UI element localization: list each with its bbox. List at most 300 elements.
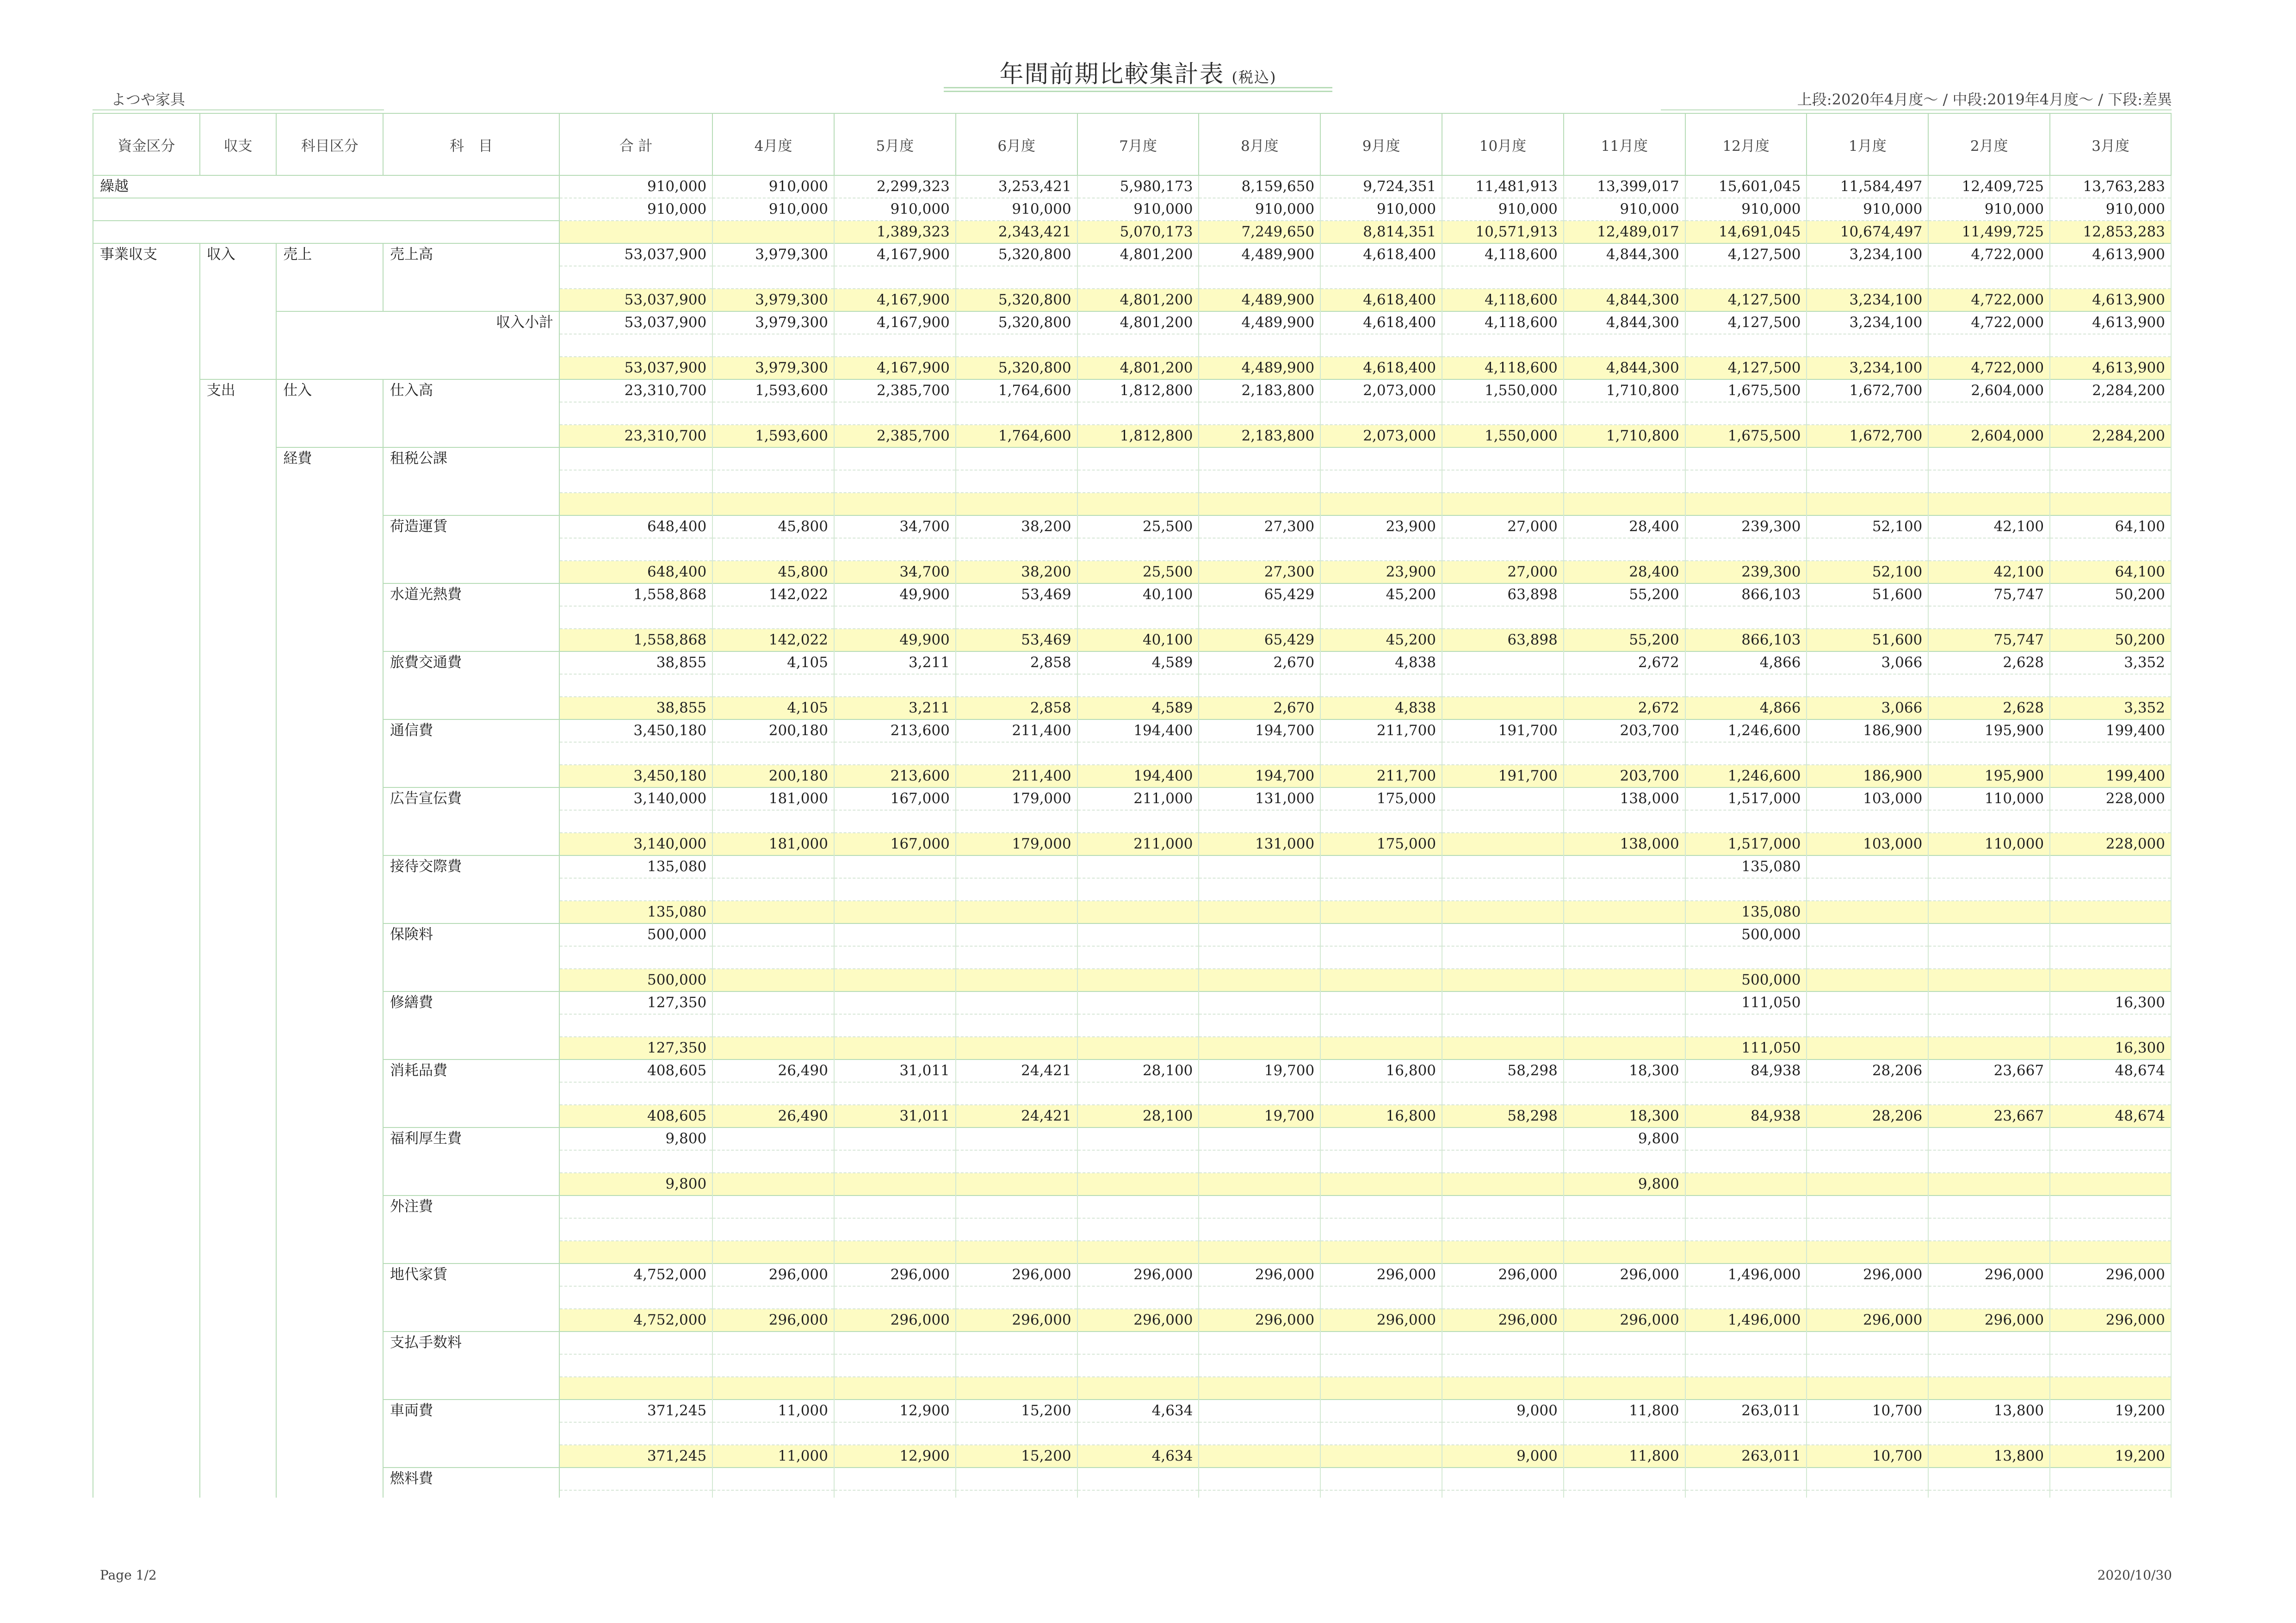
total-value: 3,450,180 (559, 719, 712, 742)
month-value: 866,103 (1685, 583, 1807, 606)
total-value (559, 1082, 712, 1105)
month-value: 296,000 (1564, 1264, 1685, 1286)
month-value (1928, 470, 2050, 493)
month-value: 138,000 (1564, 787, 1685, 810)
month-value: 38,200 (956, 561, 1077, 583)
account-name (383, 1014, 559, 1037)
month-value: 110,000 (1928, 833, 2050, 855)
month-value: 211,000 (1077, 833, 1199, 855)
month-value: 2,385,700 (834, 425, 956, 447)
month-value (1320, 1241, 1442, 1264)
header-account: 科 目 (383, 113, 559, 175)
month-value: 28,400 (1564, 515, 1685, 538)
month-value: 142,022 (712, 583, 834, 606)
month-value (1807, 1173, 1928, 1196)
table-row (93, 1127, 2171, 1150)
month-value: 4,866 (1685, 651, 1807, 674)
month-value (1320, 1127, 1442, 1150)
month-value (1077, 969, 1199, 991)
month-value: 64,100 (2050, 561, 2171, 583)
account-name: 消耗品費 (383, 1059, 559, 1082)
account-name: 接待交際費 (383, 855, 559, 878)
income-expense-cell (200, 878, 277, 901)
account-category-cell (276, 493, 383, 515)
month-value: 4,589 (1077, 651, 1199, 674)
month-value: 45,800 (712, 561, 834, 583)
table-row (93, 991, 2171, 1014)
income-expense-cell (200, 697, 277, 719)
month-value: 13,800 (1928, 1400, 2050, 1422)
month-value (1928, 493, 2050, 515)
month-value (1077, 1241, 1199, 1264)
table-row (93, 674, 2171, 697)
total-value: 53,037,900 (559, 311, 712, 334)
month-value (1077, 674, 1199, 697)
month-value: 296,000 (1807, 1264, 1928, 1286)
account-category-cell (276, 674, 383, 697)
month-value (1685, 538, 1807, 561)
month-value (2050, 334, 2171, 357)
month-value (2050, 878, 2171, 901)
month-value (956, 855, 1077, 878)
table-row (93, 1105, 2171, 1127)
account-category-cell (276, 538, 383, 561)
month-value (1320, 991, 1442, 1014)
month-value (956, 493, 1077, 515)
month-value: 4,844,300 (1564, 289, 1685, 311)
month-value: 296,000 (1320, 1309, 1442, 1332)
table-row (93, 1014, 2171, 1037)
month-value (1928, 969, 2050, 991)
month-value: 296,000 (1807, 1309, 1928, 1332)
month-value (1199, 1332, 1320, 1354)
month-value: 4,618,400 (1320, 311, 1442, 334)
month-value (1320, 742, 1442, 765)
month-value (1807, 1082, 1928, 1105)
month-value (1199, 538, 1320, 561)
account-category-cell (276, 1309, 383, 1332)
month-value: 27,300 (1199, 515, 1320, 538)
month-value: 11,800 (1564, 1445, 1685, 1468)
month-value: 910,000 (1199, 198, 1320, 221)
account-category-cell (276, 810, 383, 833)
month-value: 4,167,900 (834, 243, 956, 266)
account-category-cell (276, 470, 383, 493)
fund-category-cell (93, 1173, 200, 1196)
month-value (2050, 901, 2171, 923)
month-value (1320, 470, 1442, 493)
month-value: 296,000 (834, 1309, 956, 1332)
month-value: 3,234,100 (1807, 243, 1928, 266)
month-value (2050, 266, 2171, 289)
month-value (834, 878, 956, 901)
total-value (559, 1241, 712, 1264)
account-name (383, 1082, 559, 1105)
table-row (93, 1490, 2171, 1498)
period-legend: 上段:2020年4月度～ / 中段:2019年4月度～ / 下段:差異 (1797, 91, 2172, 108)
month-value: 52,100 (1807, 561, 1928, 583)
month-value (1199, 1241, 1320, 1264)
month-value (1077, 266, 1199, 289)
month-value (2050, 674, 2171, 697)
month-value: 1,389,323 (834, 221, 956, 243)
table-row (93, 1173, 2171, 1196)
total-value (559, 1150, 712, 1173)
account-name: 売上高 (383, 243, 559, 266)
income-expense-cell: 収入 (200, 243, 277, 266)
title-underline (944, 87, 1332, 88)
month-value (1199, 470, 1320, 493)
month-value (956, 901, 1077, 923)
month-value (712, 969, 834, 991)
company-underline (93, 109, 384, 111)
income-expense-cell (200, 1264, 277, 1286)
month-value (1807, 901, 1928, 923)
month-value: 1,675,500 (1685, 379, 1807, 402)
table-row (93, 629, 2171, 651)
month-value (712, 1490, 834, 1498)
month-value: 2,628 (1928, 651, 2050, 674)
account-category-cell (276, 425, 383, 447)
month-value: 8,814,351 (1320, 221, 1442, 243)
month-value: 4,167,900 (834, 357, 956, 379)
header-total: 合 計 (559, 113, 712, 175)
month-value: 11,000 (712, 1400, 834, 1422)
month-value: 131,000 (1199, 833, 1320, 855)
month-value: 296,000 (1320, 1264, 1442, 1286)
month-value: 194,700 (1199, 719, 1320, 742)
month-value (1807, 1468, 1928, 1490)
month-value (1320, 402, 1442, 425)
month-value (956, 1127, 1077, 1150)
account-name: 水道光熱費 (383, 583, 559, 606)
month-value: 49,900 (834, 629, 956, 651)
month-value (1807, 493, 1928, 515)
month-value (1685, 1490, 1807, 1498)
month-value: 11,584,497 (1807, 175, 1928, 198)
income-expense-cell (200, 402, 277, 425)
month-value (1199, 1490, 1320, 1498)
month-value (834, 1150, 956, 1173)
month-value (2050, 923, 2171, 946)
month-value (956, 402, 1077, 425)
account-name (383, 674, 559, 697)
month-value: 9,000 (1442, 1445, 1564, 1468)
income-expense-cell (200, 1037, 277, 1059)
account-name (383, 901, 559, 923)
month-value (834, 1082, 956, 1105)
account-category-cell (276, 1422, 383, 1445)
account-category-cell (276, 1014, 383, 1037)
month-value: 211,400 (956, 719, 1077, 742)
month-value (712, 266, 834, 289)
month-value (1320, 493, 1442, 515)
account-category-cell (276, 923, 383, 946)
month-value (1320, 1286, 1442, 1309)
account-name: 車両費 (383, 1400, 559, 1422)
month-value: 45,200 (1320, 629, 1442, 651)
month-value (956, 1037, 1077, 1059)
month-value: 1,675,500 (1685, 425, 1807, 447)
month-value: 48,674 (2050, 1105, 2171, 1127)
month-value: 4,613,900 (2050, 289, 2171, 311)
fund-category-cell (93, 1127, 200, 1150)
month-value (712, 855, 834, 878)
month-value (1077, 1377, 1199, 1400)
month-value (1320, 674, 1442, 697)
account-category-cell (276, 1196, 383, 1218)
month-value: 40,100 (1077, 629, 1199, 651)
account-category-cell (276, 266, 383, 289)
month-value: 50,200 (2050, 583, 2171, 606)
month-value (2050, 810, 2171, 833)
month-value: 228,000 (2050, 787, 2171, 810)
month-value: 50,200 (2050, 629, 2171, 651)
month-value (1320, 1445, 1442, 1468)
month-value: 111,050 (1685, 991, 1807, 1014)
account-name (383, 765, 559, 787)
month-value (1199, 1286, 1320, 1309)
income-expense-cell (200, 651, 277, 674)
table-row (93, 1354, 2171, 1377)
month-value: 12,900 (834, 1445, 956, 1468)
header-month: 9月度 (1320, 113, 1442, 175)
month-value: 38,200 (956, 515, 1077, 538)
month-value (1928, 946, 2050, 969)
month-value (1685, 878, 1807, 901)
month-value (834, 538, 956, 561)
month-value: 296,000 (2050, 1309, 2171, 1332)
month-value: 15,601,045 (1685, 175, 1807, 198)
header-month: 12月度 (1685, 113, 1807, 175)
total-value: 23,310,700 (559, 379, 712, 402)
month-value: 1,246,600 (1685, 719, 1807, 742)
month-value: 135,080 (1685, 855, 1807, 878)
total-value: 4,752,000 (559, 1264, 712, 1286)
month-value: 4,489,900 (1199, 357, 1320, 379)
month-value: 296,000 (956, 1264, 1077, 1286)
total-value (559, 674, 712, 697)
month-value (1928, 1150, 2050, 1173)
month-value (1564, 1354, 1685, 1377)
month-value (1807, 606, 1928, 629)
carryover-label (93, 198, 559, 221)
header-month: 2月度 (1928, 113, 2050, 175)
income-expense-cell (200, 719, 277, 742)
month-value (1928, 878, 2050, 901)
income-expense-cell (200, 425, 277, 447)
total-value: 9,800 (559, 1127, 712, 1150)
month-value (2050, 1173, 2171, 1196)
account-name (383, 1354, 559, 1377)
month-value (712, 923, 834, 946)
table-row (93, 561, 2171, 583)
income-expense-cell (200, 515, 277, 538)
month-value (1199, 493, 1320, 515)
month-value (1077, 810, 1199, 833)
month-value (1807, 1196, 1928, 1218)
month-value: 103,000 (1807, 833, 1928, 855)
month-value (1320, 1014, 1442, 1037)
month-value (834, 1286, 956, 1309)
month-value: 10,674,497 (1807, 221, 1928, 243)
account-name (383, 1286, 559, 1309)
month-value: 27,300 (1199, 561, 1320, 583)
income-expense-cell (200, 1377, 277, 1400)
month-value: 910,000 (1320, 198, 1442, 221)
income-expense-cell (200, 1014, 277, 1037)
month-value (956, 606, 1077, 629)
month-value (1564, 991, 1685, 1014)
month-value (1199, 266, 1320, 289)
month-value (2050, 1286, 2171, 1309)
month-value (1807, 1037, 1928, 1059)
month-value: 910,000 (1077, 198, 1199, 221)
account-name (383, 538, 559, 561)
month-value (1807, 1241, 1928, 1264)
month-value: 23,900 (1320, 515, 1442, 538)
month-value: 211,700 (1320, 765, 1442, 787)
month-value: 34,700 (834, 515, 956, 538)
month-value (1077, 1468, 1199, 1490)
month-value: 4,722,000 (1928, 243, 2050, 266)
table-row (93, 311, 2171, 334)
month-value (1685, 1218, 1807, 1241)
month-value (1685, 674, 1807, 697)
fund-category-cell (93, 629, 200, 651)
month-value: 23,667 (1928, 1105, 2050, 1127)
month-value: 65,429 (1199, 629, 1320, 651)
fund-category-cell (93, 402, 200, 425)
month-value: 910,000 (1807, 198, 1928, 221)
account-category-cell (276, 1173, 383, 1196)
month-value: 2,670 (1199, 651, 1320, 674)
month-value (1685, 810, 1807, 833)
month-value (1564, 1241, 1685, 1264)
month-value: 2,385,700 (834, 379, 956, 402)
month-value: 5,070,173 (1077, 221, 1199, 243)
month-value (834, 810, 956, 833)
month-value (1320, 334, 1442, 357)
month-value (1077, 493, 1199, 515)
month-value (1807, 402, 1928, 425)
month-value (1199, 674, 1320, 697)
month-value (1199, 1037, 1320, 1059)
header-row (93, 113, 2171, 175)
account-name (383, 1377, 559, 1400)
month-value: 296,000 (1564, 1309, 1685, 1332)
account-category-cell (276, 1218, 383, 1241)
month-value (1928, 1286, 2050, 1309)
table-row (93, 810, 2171, 833)
month-value: 211,700 (1320, 719, 1442, 742)
fund-category-cell (93, 1105, 200, 1127)
month-value: 1,593,600 (712, 379, 834, 402)
month-value (1199, 969, 1320, 991)
total-value (559, 1354, 712, 1377)
account-name (383, 1490, 559, 1498)
month-value: 175,000 (1320, 833, 1442, 855)
month-value: 12,900 (834, 1400, 956, 1422)
month-value (834, 742, 956, 765)
month-value: 296,000 (1928, 1264, 2050, 1286)
month-value: 3,234,100 (1807, 357, 1928, 379)
table-row (93, 583, 2171, 606)
month-value: 910,000 (712, 198, 834, 221)
month-value: 910,000 (1685, 198, 1807, 221)
table-row (93, 606, 2171, 629)
fund-category-cell (93, 1309, 200, 1332)
month-value (1442, 402, 1564, 425)
month-value: 111,050 (1685, 1037, 1807, 1059)
month-value (834, 402, 956, 425)
fund-category-cell (93, 901, 200, 923)
fund-category-cell (93, 1218, 200, 1241)
month-value (1199, 810, 1320, 833)
fund-category-cell (93, 787, 200, 810)
total-value: 648,400 (559, 561, 712, 583)
title-underline-2 (944, 91, 1332, 92)
month-value: 10,571,913 (1442, 221, 1564, 243)
month-value (1442, 266, 1564, 289)
month-value (2050, 402, 2171, 425)
month-value (1564, 1490, 1685, 1498)
month-value (956, 878, 1077, 901)
account-name (383, 1150, 559, 1173)
month-value: 191,700 (1442, 765, 1564, 787)
income-expense-cell (200, 787, 277, 810)
fund-category-cell (93, 651, 200, 674)
month-value: 55,200 (1564, 583, 1685, 606)
month-value: 4,844,300 (1564, 243, 1685, 266)
month-value (956, 1354, 1077, 1377)
month-value (1199, 1218, 1320, 1241)
total-value (559, 946, 712, 969)
month-value: 296,000 (1199, 1309, 1320, 1332)
month-value: 4,127,500 (1685, 243, 1807, 266)
month-value (1928, 1014, 2050, 1037)
month-value (1685, 1377, 1807, 1400)
fund-category-cell: 事業収支 (93, 243, 200, 266)
month-value (1320, 923, 1442, 946)
month-value: 2,183,800 (1199, 425, 1320, 447)
month-value: 11,481,913 (1442, 175, 1564, 198)
month-value (2050, 1196, 2171, 1218)
month-value (1442, 674, 1564, 697)
month-value (1442, 991, 1564, 1014)
month-value (1807, 1218, 1928, 1241)
month-value: 4,618,400 (1320, 243, 1442, 266)
month-value: 3,979,300 (712, 243, 834, 266)
month-value (834, 1014, 956, 1037)
income-expense-cell (200, 470, 277, 493)
month-value: 500,000 (1685, 923, 1807, 946)
month-value (1442, 538, 1564, 561)
month-value: 2,670 (1199, 697, 1320, 719)
month-value (1807, 946, 1928, 969)
income-expense-cell (200, 1150, 277, 1173)
header-month: 8月度 (1199, 113, 1320, 175)
month-value: 4,801,200 (1077, 311, 1199, 334)
account-category-cell (276, 1241, 383, 1264)
total-value (559, 470, 712, 493)
month-value: 23,900 (1320, 561, 1442, 583)
fund-category-cell (93, 493, 200, 515)
month-value (712, 991, 834, 1014)
account-name: 外注費 (383, 1196, 559, 1218)
month-value (1199, 447, 1320, 470)
month-value: 910,000 (2050, 198, 2171, 221)
